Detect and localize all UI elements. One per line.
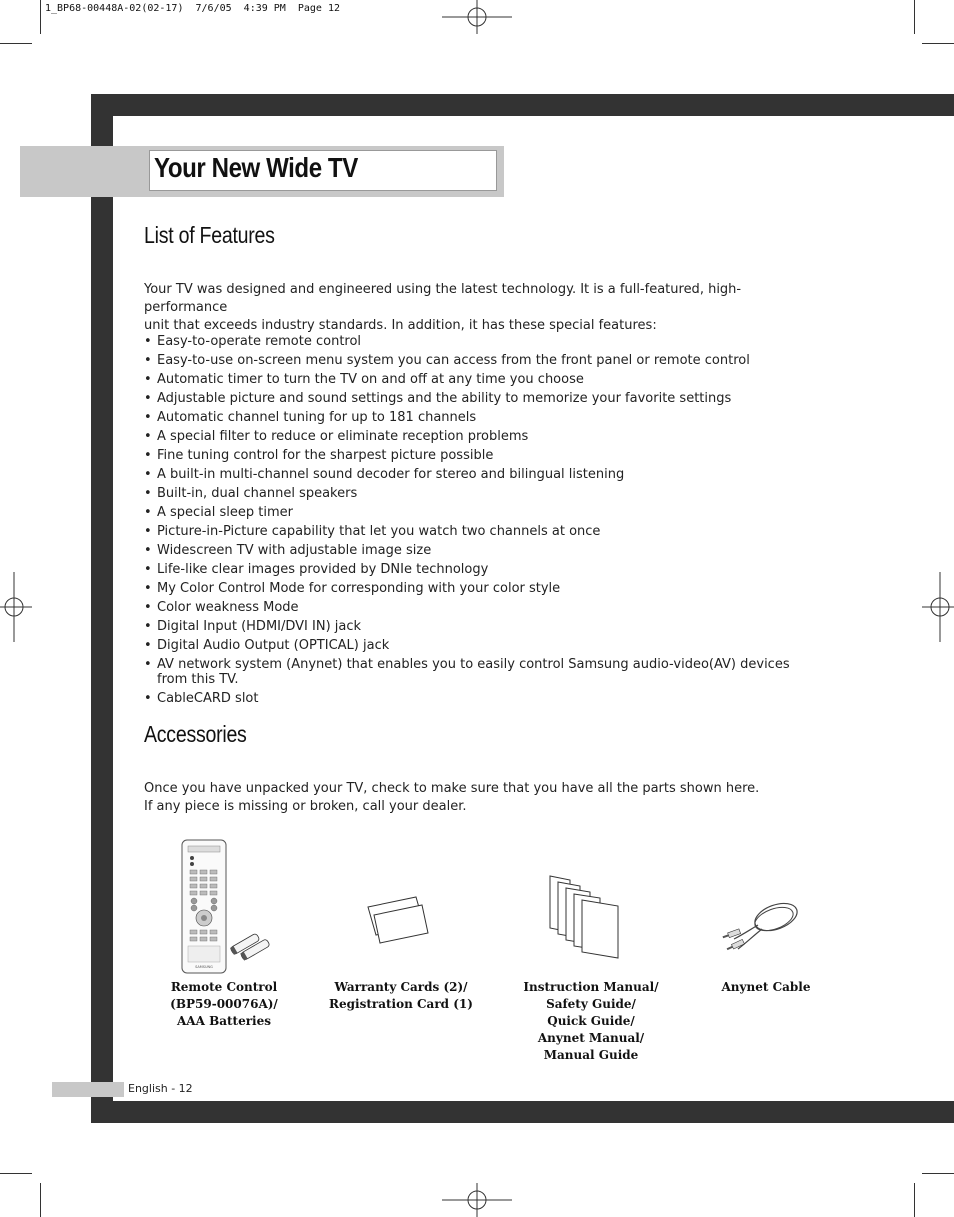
feature-item: • Life-like clear images provided by DNIe technology [144, 562, 804, 577]
feature-item: • Picture-in-Picture capability that let you watch two channels at once [144, 524, 804, 539]
warranty-caption-line: Registration Card (1) [329, 997, 473, 1011]
manual-caption-line: Manual Guide [543, 1048, 639, 1062]
remote-caption-line: Remote Control [170, 980, 278, 994]
warranty-caption-line: Warranty Cards (2)/ [334, 980, 468, 994]
page-frame-left [91, 94, 113, 1123]
features-heading: List of Features [144, 222, 275, 248]
print-slug-line: 1_BP68-00448A-02(02-17) 7/6/05 4:39 PM Page 12 [45, 3, 341, 14]
page-title: Your New Wide TV [154, 152, 358, 183]
features-intro-line: unit that exceeds industry standards. In addition, it has these special features: [144, 318, 657, 333]
page-frame-top [91, 94, 954, 116]
manual-caption-line: Safety Guide/ [546, 997, 636, 1011]
remote-control-caption [164, 979, 284, 1030]
manual-caption-line: Anynet Manual/ [537, 1031, 645, 1045]
feature-item: • A built-in multi-channel sound decoder for stereo and bilingual listening [144, 467, 804, 482]
remote-caption-line: (BP59-00076A)/ [170, 997, 278, 1011]
accessories-intro [144, 780, 804, 816]
remote-brand-label: SAMSUNG [195, 965, 213, 969]
feature-item: • Color weakness Mode [144, 600, 804, 615]
manual-caption-line: Instruction Manual/ [523, 980, 659, 994]
manuals-caption [516, 979, 666, 1064]
footer-bar [52, 1082, 124, 1097]
feature-item: • My Color Control Mode for corresponding with your color style [144, 581, 804, 596]
feature-item: • Adjustable picture and sound settings and the ability to memorize your favorite settings [144, 391, 804, 406]
remote-control-image [180, 838, 272, 976]
registration-mark-top [442, 0, 512, 34]
feature-item: • AV network system (Anynet) that enables you to easily control Samsung audio-video(AV) devices from this TV. [144, 657, 797, 687]
features-intro-line: Your TV was designed and engineered using the latest technology. It is a full-featured, high-performance [144, 282, 742, 315]
remote-caption-line: AAA Batteries [176, 1014, 272, 1028]
manual-caption-line: Quick Guide/ [547, 1014, 635, 1028]
feature-item: • Automatic timer to turn the TV on and off at any time you choose [144, 372, 804, 387]
page-number: English - 12 [128, 1082, 193, 1095]
accessories-intro-line: If any piece is missing or broken, call your dealer. [144, 799, 467, 814]
accessories-intro-line: Once you have unpacked your TV, check to make sure that you have all the parts shown here. [144, 781, 760, 796]
registration-mark-left [0, 572, 32, 642]
anynet-cable-image [718, 895, 804, 961]
warranty-cards-image [362, 893, 430, 945]
feature-item: • Widescreen TV with adjustable image size [144, 543, 804, 558]
feature-item: • Automatic channel tuning for up to 181 channels [144, 410, 804, 425]
registration-mark-bottom [442, 1183, 512, 1217]
feature-item: • A special filter to reduce or eliminate reception problems [144, 429, 804, 444]
anynet-cable-caption: Anynet Cable [721, 980, 811, 994]
warranty-cards-caption [328, 979, 474, 1013]
feature-item: • A special sleep timer [144, 505, 804, 520]
feature-item: • Digital Input (HDMI/DVI IN) jack [144, 619, 804, 634]
feature-item: • CableCARD slot [144, 691, 804, 706]
feature-item: • Easy-to-use on-screen menu system you can access from the front panel or remote control [144, 353, 804, 368]
page-frame-bottom [91, 1101, 954, 1123]
accessories-heading: Accessories [144, 721, 247, 747]
feature-item: • Digital Audio Output (OPTICAL) jack [144, 638, 804, 653]
features-list [144, 334, 804, 710]
feature-item: • Fine tuning control for the sharpest picture possible [144, 448, 804, 463]
manuals-image [546, 872, 624, 960]
feature-item: • Easy-to-operate remote control [144, 334, 804, 349]
features-intro [144, 281, 804, 335]
feature-item: • Built-in, dual channel speakers [144, 486, 804, 501]
registration-mark-right [922, 572, 954, 642]
